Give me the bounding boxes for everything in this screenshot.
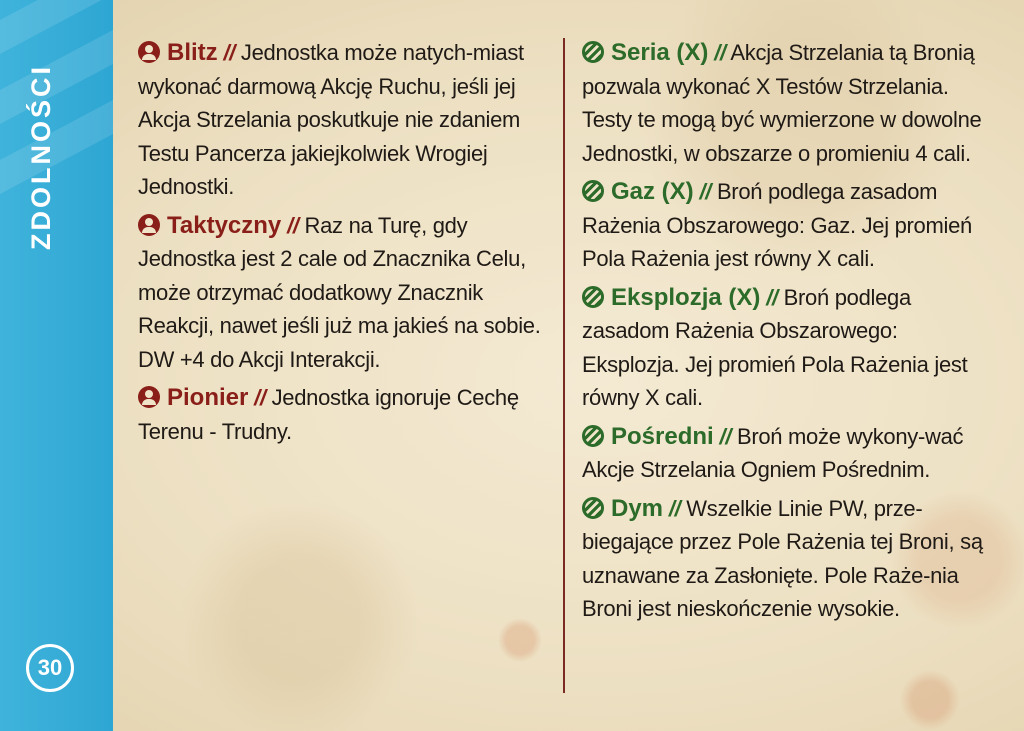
ability-name: Pionier	[167, 384, 249, 411]
separator: //	[254, 385, 266, 410]
weapon-hatched-icon	[582, 425, 604, 447]
separator: //	[223, 40, 236, 65]
section-title: ZDOLNOŚCI	[26, 64, 56, 250]
ability-text: Jednostka ignoruje Cechę Terenu - Trudny.	[138, 385, 519, 444]
ability-entry	[582, 420, 992, 487]
ability-entry	[582, 175, 992, 276]
ability-entry	[582, 281, 992, 415]
weapon-hatched-icon	[582, 497, 604, 519]
ability-text: Jednostka może natych-miast wykonać darmową Akcję Ruchu, jeśli jej Akcja Strzelania poskutkuje nie zdaniem Testu Pancerza jakiejkolwiek Wrogiej Jednostki.	[138, 40, 524, 199]
ability-text: Broń podlega zasadom Rażenia Obszarowego: Gaz. Jej promień Pola Rażenia jest równy X cali.	[582, 179, 972, 271]
ability-entry	[138, 381, 548, 448]
page-number: 30	[26, 644, 74, 692]
ability-entry	[138, 36, 548, 204]
column-divider	[563, 38, 565, 693]
separator: //	[287, 212, 299, 238]
separator: //	[714, 40, 726, 65]
unit-person-icon	[138, 386, 160, 408]
ability-text: Raz na Turę, gdy Jednostka jest 2 cale od Znacznika Celu, może otrzymać dodatkowy Znacznik Reakcji, nawet jeśli już ma jakieś na sobie. DW +4 do Akcji Interakcji.	[138, 212, 541, 372]
unit-person-icon	[138, 41, 160, 63]
ability-entry	[582, 492, 992, 626]
ability-name: Blitz	[167, 39, 218, 66]
separator: //	[668, 495, 681, 521]
ability-name: Gaz (X)	[611, 178, 694, 205]
weapon-hatched-icon	[582, 41, 604, 63]
separator: //	[766, 284, 778, 310]
ability-entry	[582, 36, 992, 170]
ability-name: Seria (X)	[611, 39, 709, 66]
unit-abilities-column	[138, 36, 548, 453]
weapon-hatched-icon	[582, 286, 604, 308]
ability-name: Taktyczny	[167, 211, 282, 239]
ability-text: Broń podlega zasadom Rażenia Obszarowego: Eksplozja. Jej promień Pola Rażenia jest równy X cali.	[582, 284, 968, 410]
weapon-hatched-icon	[582, 180, 604, 202]
ability-entry	[138, 209, 548, 377]
unit-person-icon	[138, 214, 160, 236]
ability-name: Dym	[611, 494, 664, 522]
ability-name: Pośredni	[611, 422, 714, 450]
separator: //	[699, 179, 712, 204]
ability-name: Eksplozja (X)	[611, 283, 761, 311]
ability-text: Akcja Strzelania tą Bronią pozwala wykonać X Testów Strzelania. Testy te mogą być wymierzone w dowolne Jednostki, w obszarze o promieniu 4 cali.	[582, 40, 982, 166]
ability-text: Wszelkie Linie PW, prze-biegające przez Pole Rażenia tej Broni, są uznawane za Zasłonięte. Pole Raże-nia Broni jest nieskończenie wysokie.	[582, 495, 983, 621]
sidebar	[0, 0, 113, 731]
separator: //	[719, 423, 732, 449]
ability-text: Broń może wykony-wać Akcje Strzelania Ogniem Pośrednim.	[582, 423, 964, 482]
weapon-abilities-column	[582, 36, 992, 631]
